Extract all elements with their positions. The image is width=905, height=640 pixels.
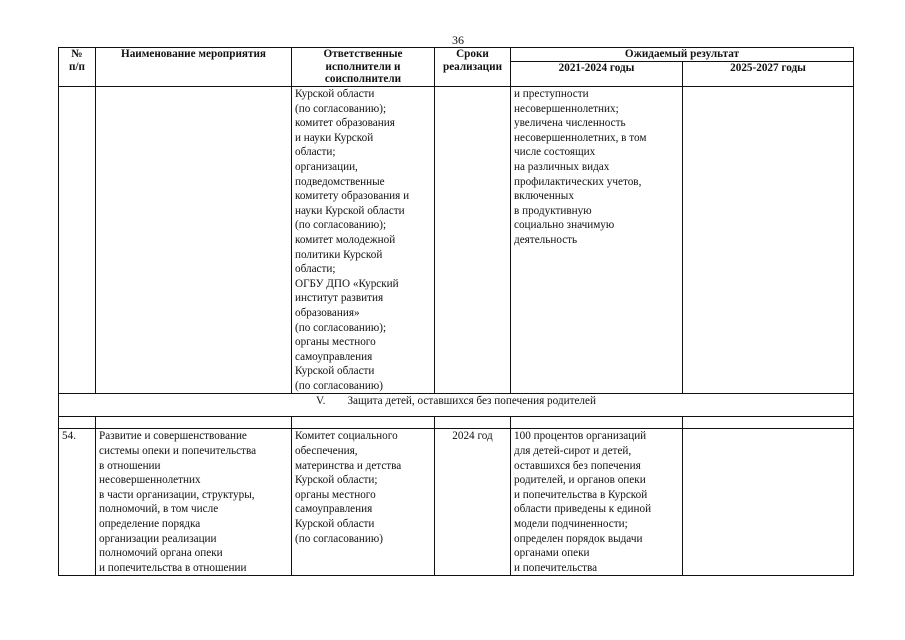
cell-terms: 2024 год [435,429,511,576]
cell-num [59,87,96,394]
cell-result-2021-2024: 100 процентов организаций для детей-сирот и детей, оставшихся без попечения родителей, и органов опеки и попечительства в Курской области приведены к единой модели подчиненности; определен порядок выдачи органами опеки и попечительства [511,429,683,576]
cell-responsible: Курской области (по согласованию); комитет образования и науки Курской области; организации, подведомственные комитету образования и науки Курской области (по согласованию); комитет молодежной политики Курской области; ОГБУ ДПО «Курский институт развития образования» (по согласованию); органы местного самоуправления Курской области (по согласованию) [292,87,435,394]
header-period-2025-2027: 2025-2027 годы [683,62,854,87]
spacer-row [59,417,854,429]
cell-responsible: Комитет социального обеспечения, материнства и детства Курской области; органы местного самоуправления Курской области (по согласованию) [292,429,435,576]
section-number: V. [316,395,326,408]
header-period-2021-2024: 2021-2024 годы [511,62,683,87]
header-name: Наименование мероприятия [96,48,292,87]
cell-result-2021-2024: и преступности несовершеннолетних; увеличена численность несовершеннолетних, в том числе состоящих на различных видах профилактических учетов, включенных в продуктивную социально значимую деятельность [511,87,683,394]
page-number: 36 [452,33,464,47]
header-num: № п/п [59,48,96,87]
measures-table [58,47,854,576]
section-title: Защита детей, оставшихся без попечения родителей [347,395,596,408]
cell-name: Развитие и совершенствование системы опеки и попечительства в отношении несовершеннолетних в части организации, структуры, полномочий, в том числе определение порядка организации реализации полномочий органа опеки и попечительства в отношении [96,429,292,576]
table-header-row [59,48,854,62]
header-responsible: Ответственные исполнители и соисполнители [292,48,435,87]
table-row [59,429,854,576]
cell-result-2025-2027 [683,429,854,576]
cell-result-2025-2027 [683,87,854,394]
cell-name [96,87,292,394]
section-heading [59,394,854,417]
cell-terms [435,87,511,394]
header-expected-result: Ожидаемый результат [511,48,854,62]
cell-num: 54. [59,429,96,576]
section-row [59,394,854,417]
header-terms: Сроки реализации [435,48,511,87]
table-row-continued [59,87,854,394]
